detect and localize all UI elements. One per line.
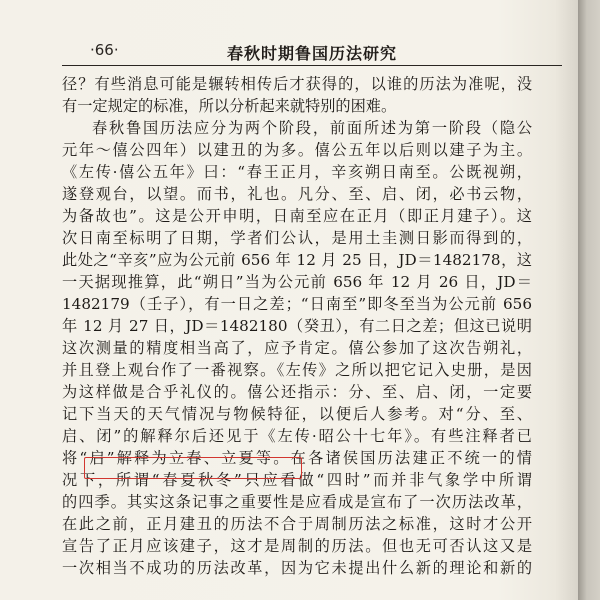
text-line: 一次相当不成功的历法改革，因为它未提出什么新的理论和新的 <box>62 559 532 577</box>
text-line: 《左传·僖公五年》曰：“春王正月，辛亥朔日南至。公既视朔， <box>62 163 532 181</box>
text-line: 径？有些消息可能是辗转相传后才获得的，以谁的历法为准呢，没 <box>62 75 532 93</box>
text-line: 元年～僖公四年）以建丑的为多。僖公五年以后则以建子为主。 <box>62 141 532 159</box>
text-line: 年 12 月 27 日，JD＝1482180（癸丑），有二日之差；但这已说明 <box>62 317 532 335</box>
text-line: 次日南至标明了日期，学者们公认，是用土圭测日影而得到的， <box>62 229 532 247</box>
running-title: 春秋时期鲁国历法研究 <box>226 44 397 63</box>
text-line: 宣告了正月应该建子，这才是周制的历法。但也无可否认这又是 <box>62 537 532 555</box>
page-number: ·66· <box>90 41 119 59</box>
text-line: 启、闭”的解释尔后还见于《左传·昭公十七年》。有些注释者已 <box>62 427 532 445</box>
text-line: 并且登上观台作了一番视察。《左传》之所以把它记入史册，是因 <box>62 361 532 379</box>
text-line: 此处之“辛亥”应为公元前 656 年 12 月 25 日，JD＝1482178，这 <box>62 251 532 269</box>
text-line: 为备故也”。这是公开申明，日南至应在正月（即正月建子）。这 <box>62 207 532 225</box>
text-line: 一天据现推算，此“朔日”当为公元前 656 年 12 月 26 日，JD＝ <box>62 273 532 291</box>
highlight-annotation-box <box>84 457 302 479</box>
text-line: 的四季。其实这条记事之重要性是应看成是宣布了一次历法改革， <box>62 493 532 511</box>
text-line: 遂登观台，以望。而书，礼也。凡分、至、启、闭，必书云物， <box>62 185 532 203</box>
page-header <box>62 41 562 66</box>
text-line: 在此之前，正月建丑的历法不合于周制历法之标准，这时才公开 <box>62 515 532 533</box>
text-line: 记下当天的天气情况与物候特征，以便后人参考。对“分、至、 <box>62 405 532 423</box>
text-line: 况下，所谓“春夏秋冬”只应看做“四时”而并非气象学中所谓 <box>62 471 532 489</box>
text-line: 这次测量的精度相当高了，应予肯定。僖公参加了这次告朔礼， <box>62 339 532 357</box>
page-edge-shadow <box>578 0 600 600</box>
text-line: 1482179（壬子），有一日之差；“日南至”即冬至当为公元前 656 <box>62 295 532 313</box>
text-line: 为这样做是合乎礼仪的。僖公还指示：分、至、启、闭，一定要 <box>62 383 532 401</box>
text-line: 将“启”解释为立春、立夏等。在各诸侯国历法建正不统一的情 <box>62 449 532 467</box>
text-line: 春秋鲁国历法应分为两个阶段，前面所述为第一阶段（隐公 <box>92 119 532 137</box>
text-line: 有一定规定的标准，所以分析起来就特别的困难。 <box>62 97 397 115</box>
